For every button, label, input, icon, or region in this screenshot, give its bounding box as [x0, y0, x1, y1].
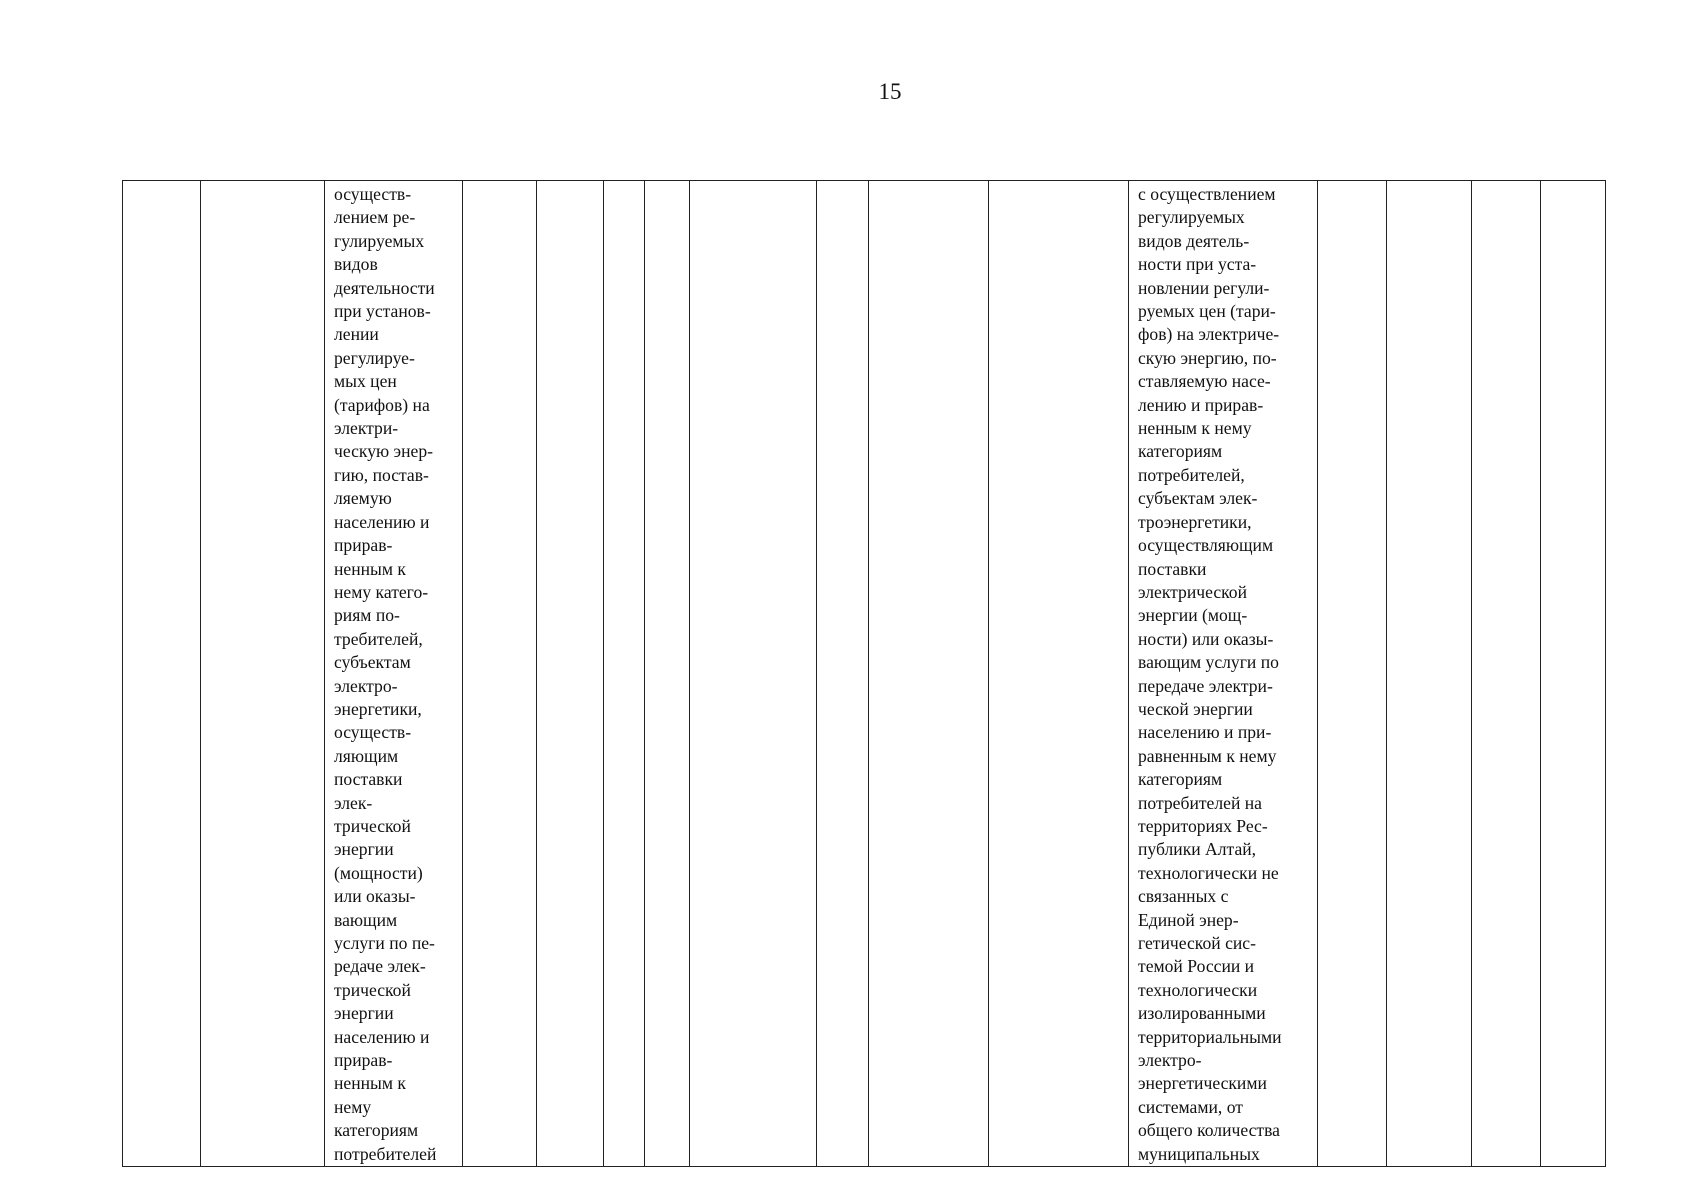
cell-text-indicator-right: с осуществлением регулируемых видов деятель- ности при уста- новлении регули- руемых цен (тари- фов) на электриче- скую энергию, по- ставляемую насе- лению и прирав- ненным к нему категориям потребителей, субъектам элек- троэнергетики, осуществляющим поставки электрической энергии (мощ- ности) или оказы- вающим услуги по передаче электри- ческой энергии населению и при- равненным к нему категориям потребителей на территориях Рес- публики Алтай, технологически не связанных с Единой энер- гетической сис- темой России и технологически изолированными территориальными электро- энергетическими системами, от общего количества муниципальных	[1138, 184, 1282, 1164]
page-number: 15	[878, 79, 902, 104]
table-cell-3	[325, 181, 463, 1167]
table-cell-8	[690, 181, 817, 1167]
document-table	[122, 180, 1606, 1167]
table-row	[123, 181, 1606, 1167]
table-cell-10	[869, 181, 989, 1167]
table-cell-15	[1472, 181, 1541, 1167]
table-cell-11	[989, 181, 1129, 1167]
table-cell-2	[201, 181, 325, 1167]
table-cell-13	[1318, 181, 1387, 1167]
table-cell-7	[645, 181, 690, 1167]
table-cell-16	[1541, 181, 1606, 1167]
table-cell-6	[604, 181, 645, 1167]
table-cell-4	[463, 181, 537, 1167]
table-cell-1	[123, 181, 201, 1167]
cell-text-indicator-left: осуществ- лением ре- гулируемых видов деятельности при установ- лении регулируе- мых цен (тарифов) на электри- ческую энер- гию, постав- ляемую населению и прирав- ненным к нему катего- риям по- требителей, субъектам электро- энергетики, осуществ- ляющим поставки элек- трической энергии (мощности) или оказы- вающим услуги по пе- редаче элек- трической энергии населению и прирав- ненным к нему категориям потребителей	[334, 184, 437, 1164]
table-cell-12	[1129, 181, 1318, 1167]
table-cell-5	[537, 181, 604, 1167]
table-cell-14	[1387, 181, 1472, 1167]
table-cell-9	[817, 181, 869, 1167]
